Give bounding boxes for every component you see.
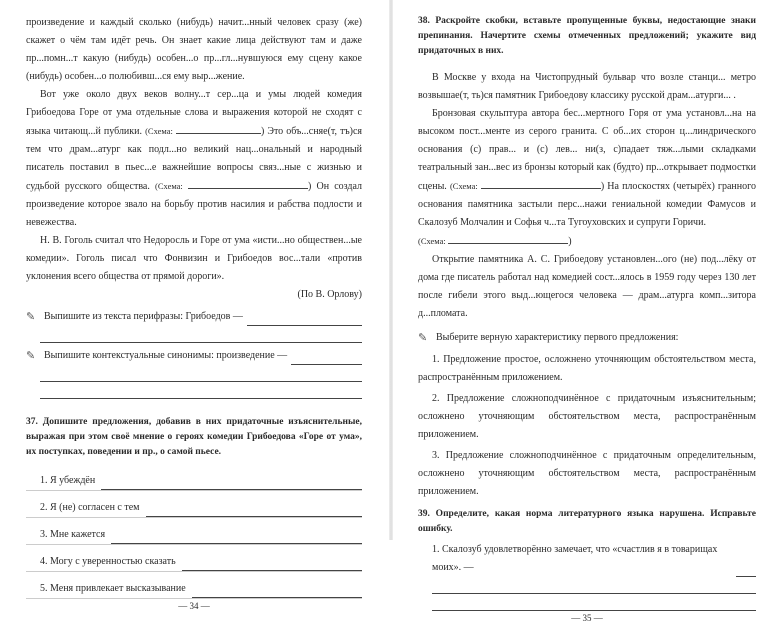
option-3[interactable]: 3. Предложение сложноподчинённое с придаточным определительным, осложнено уточняющим обстоятельством места, распространённым приложением. <box>418 450 756 497</box>
list-item <box>26 518 362 545</box>
task-label: Выберите верную характеристику первого предложения: <box>436 332 679 343</box>
schema-blank[interactable] <box>481 178 601 189</box>
task-label: Выпишите контекстуальные синонимы: произведение — <box>44 350 288 361</box>
item-label: 1. Скалозуб удовлетворённо замечает, что «счастлив я в товарищах моих». — <box>432 544 718 573</box>
task-synonyms <box>26 347 362 365</box>
paragraph: произведение и каждый сколько (нибудь) начит...нный человек сразу (же) скажет о чём там идёт речь. Он знает какие лица действуют там и даже пр...помн...т какую (нибудь) особен...о пр...гл...нувшуюся ему сцену какое (нибудь) особен...о полюбивш...ся ему выр...жение. <box>26 17 362 82</box>
answer-line[interactable] <box>432 594 756 611</box>
page-number: — 35 — <box>571 613 603 623</box>
answer-line[interactable] <box>40 382 362 399</box>
tasks <box>26 308 362 399</box>
answer-line[interactable] <box>101 477 362 490</box>
exercise-heading: 39. Определите, какая норма литературного языка нарушена. Исправьте ошибку. <box>418 509 756 534</box>
schema-label: (Схема: <box>145 126 173 136</box>
schema-label: (Схема: <box>418 236 446 246</box>
exercise-heading: 38. Раскройте скобки, вставьте пропущенные буквы, недостающие знаки препинания. Начертите схемы отмеченных предложений; укажите вид придаточных в них. <box>418 16 756 56</box>
answer-line[interactable] <box>40 365 362 382</box>
list-item <box>26 464 362 491</box>
exercise-37 <box>26 415 362 599</box>
text: Вот уже около двух веков волну...т сер...ца и умы людей комедия Грибоедова Горе от ума отдельные слова и выражения которой не сходят с языка читающ...й публики. <box>26 89 362 137</box>
option-2[interactable]: 2. Предложение сложноподчинённое с придаточным изъяснительным; осложнено уточняющим обстоятельством места, распространённым приложением. <box>418 393 756 440</box>
option-1[interactable]: 1. Предложение простое, осложнено уточняющим обстоятельством места, распространённым приложением. <box>418 354 756 383</box>
exercise-38 <box>418 14 756 611</box>
answer-line[interactable] <box>247 313 362 326</box>
item-label: 1. Я убеждён <box>40 475 96 486</box>
paragraph: Открытие памятника А. С. Грибоедову установлен...ого (не) под...лёку от дома где писатель работал над комедией сост...ялось в 1959 году через 130 лет после гибели этого выд...ющегося человека — драм...атурга комп...зитора д...пломата. <box>418 254 756 319</box>
schema-blank[interactable] <box>448 233 568 244</box>
paragraph: Бронзовая скульптура автора бес...мертного Горя от ума установл...на на высоком пост...менте из серого гранита. С об...их сторон ц...линдрического основания (с) прав... и (с) лев... ни(з, с)падает тяж...лыми складками театральный зан...вес из бронзы который как (будто) пр...открывает подмостки сцены. (Схема: ) На плоскостях (четырёх) гранного основания памятника застыли перс...нажи гениальной комедии Фамусов и Скалозуб Молчалин и Софья ч...та Тугоуховских и супруги Горичи. (Схема: ) <box>418 108 756 247</box>
paragraph: Н. В. Гоголь считал что Недоросль и Горе от ума «исти...но обществен...ые комедии». Гоголь писал что Фонвизин и Грибоедов вос...тали «против уклонения всего общества от прямой дороги». <box>26 235 362 282</box>
answer-line[interactable] <box>40 326 362 343</box>
item-label: 5. Меня привлекает высказывание <box>40 583 186 594</box>
text: ) Это объ...сняе(т, тъ)ся тем что драм...атург как подл...но великий нац...ональный и народный писатель поставил в пьес...е важнейшие вопросы связ...ные с жизнью и судьбой русского общества. <box>26 126 363 192</box>
page-number: — 34 — <box>178 601 210 611</box>
attribution: (По В. Орлову) <box>297 289 362 300</box>
list-item <box>26 545 362 572</box>
text-block <box>26 14 362 304</box>
list-item <box>26 572 362 599</box>
text: ) На плоскостях (четырёх) гранного основания памятника застыли перс...нажи гениальной комедии Фамусов и Скалозуб Молчалин и Софья ч...та Тугоуховских и супруги Горичи. <box>418 181 756 228</box>
schema-blank[interactable] <box>176 123 261 134</box>
list-item <box>418 541 756 577</box>
exercise-heading: 37. Допишите предложения, добавив в них придаточные изъяснительные, выражая при этом своё мнение о героях комедии Грибоедова «Горе от ума», их поступках, поведении и пр., о самой пьесе. <box>26 417 362 457</box>
answer-line[interactable] <box>182 558 362 571</box>
pencil-icon: ✎ <box>26 350 36 362</box>
page-gutter <box>389 0 393 540</box>
paragraph: В Москве у входа на Чистопрудный бульвар что возле станци... метро возвышае(т, ть)ся памятник Грибоедову классику русской драм...атурги... . <box>418 72 756 101</box>
pencil-icon: ✎ <box>418 332 428 344</box>
schema-label: (Схема: <box>155 181 183 191</box>
page-34 <box>26 0 363 611</box>
schema-blank[interactable] <box>188 178 308 189</box>
answer-line[interactable] <box>291 352 362 365</box>
answer-line[interactable] <box>736 564 756 577</box>
text: Бронзовая скульптура автора бес...мертного Горя от ума установл...на на высоком пост...менте из серого гранита. С об...их сторон ц...линдрического основания (с) прав... и (с) лев... ни(з, с)падает тяж...лыми складками театральный зан...вес из бронзы который как (будто) пр...открывает подмостки сцены. <box>418 108 756 192</box>
schema-label: (Схема: <box>449 181 478 191</box>
pencil-icon: ✎ <box>26 311 36 323</box>
task-label: Выпишите из текста перифразы: Грибоедов — <box>44 311 243 322</box>
answer-line[interactable] <box>111 531 362 544</box>
paragraph <box>26 86 362 232</box>
text: ) Он создал произведение которое звало на борьбу против насилия и рабства подлости и невежества. <box>26 181 363 228</box>
item-label: 4. Могу с уверенностью сказать <box>40 556 176 567</box>
answer-line[interactable] <box>192 585 362 598</box>
item-label: 3. Мне кажется <box>40 529 106 540</box>
task-periphrases <box>26 308 362 326</box>
answer-line[interactable] <box>146 504 362 517</box>
task-choose <box>418 329 756 347</box>
list-item <box>26 491 362 518</box>
answer-line[interactable] <box>432 577 756 594</box>
page-35 <box>418 0 756 623</box>
item-label: 2. Я (не) согласен с тем <box>40 502 140 513</box>
